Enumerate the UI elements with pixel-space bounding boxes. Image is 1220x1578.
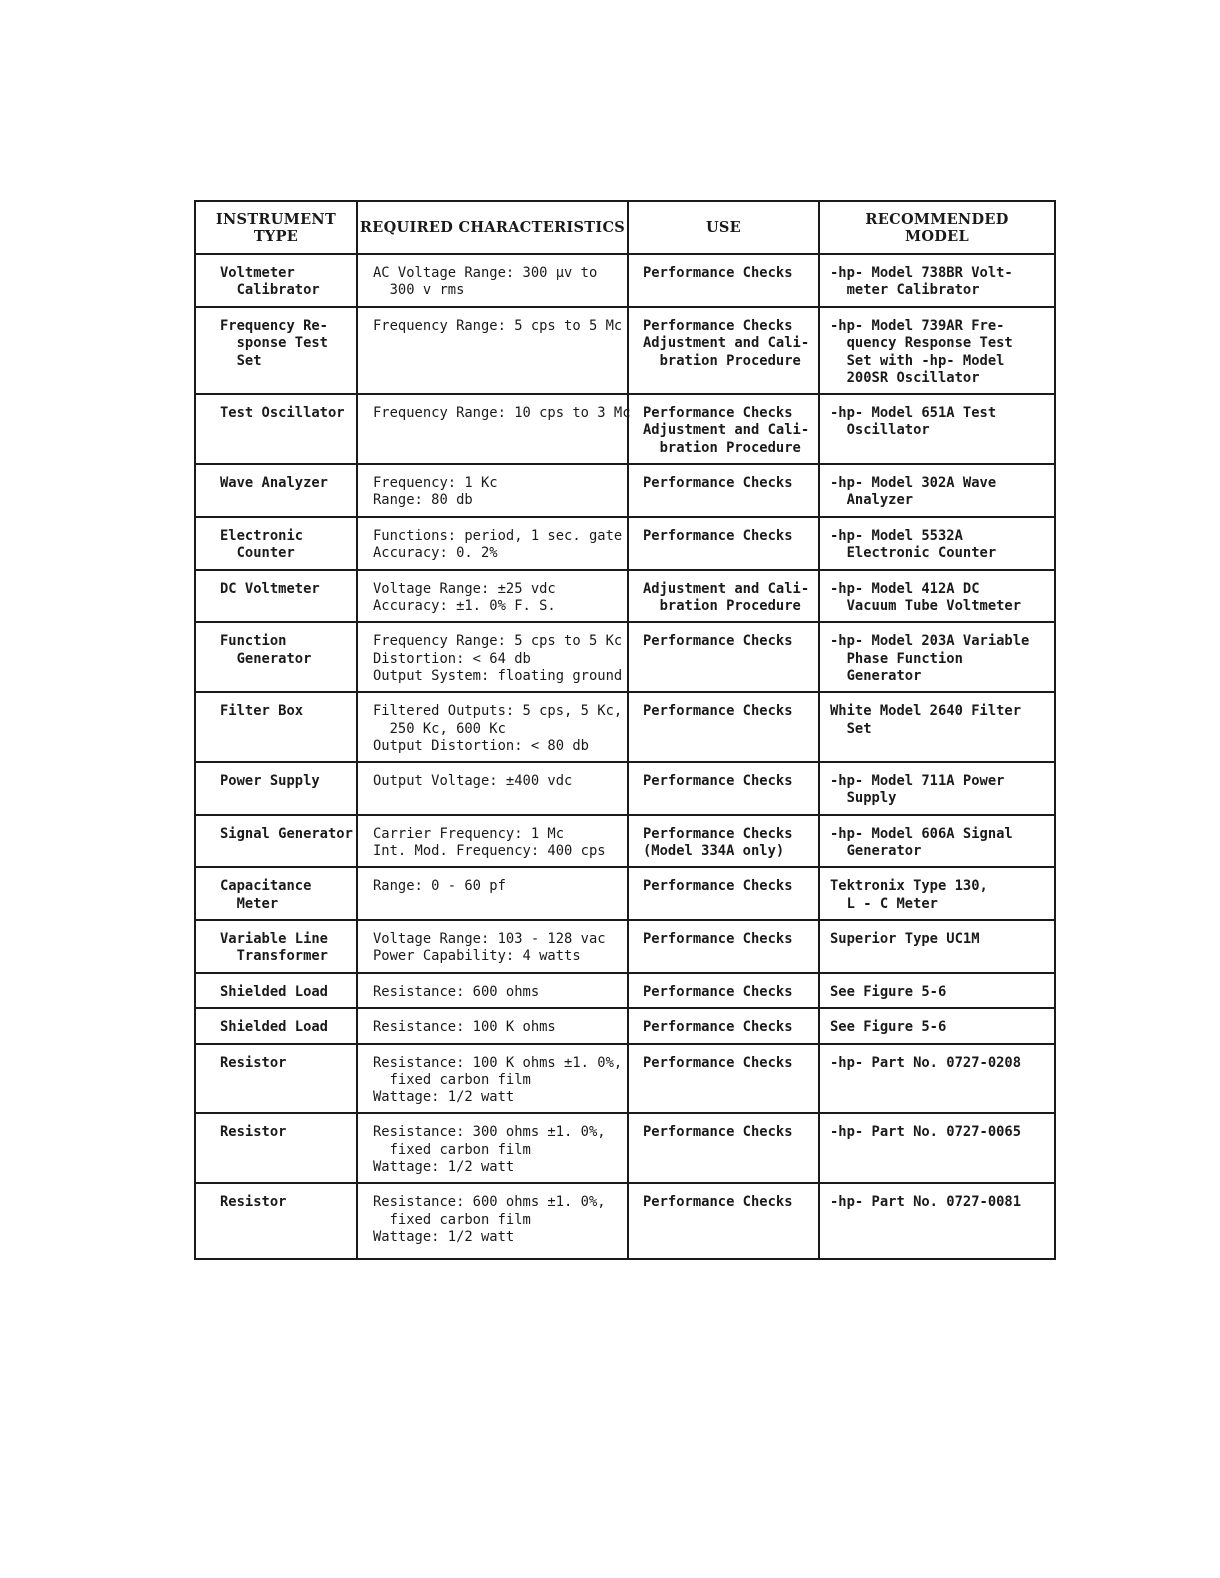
required-characteristics-cell-text: Filtered Outputs: 5 cps, 5 Kc, 250 Kc, 600 Kc Output Distortion: < 80 db (373, 703, 623, 754)
recommended-model-cell-text: -hp- Model 203A Variable Phase Function Generator (830, 633, 1030, 684)
use-cell (628, 307, 819, 394)
use-cell-text: Performance Checks (643, 265, 793, 281)
recommended-model-cell (819, 815, 1055, 868)
equipment-table (194, 200, 1056, 1260)
instrument-type-cell (195, 920, 357, 973)
instrument-type-cell-text: Voltmeter Calibrator (220, 265, 320, 299)
table-body (195, 254, 1055, 1259)
use-cell (628, 517, 819, 570)
recommended-model-cell (819, 867, 1055, 920)
required-characteristics-cell-text: Functions: period, 1 sec. gate Accuracy: 0. 2% (373, 527, 623, 562)
header-instrument-type: INSTRUMENT TYPE (195, 201, 357, 254)
use-cell (628, 920, 819, 973)
instrument-type-cell (195, 1008, 357, 1043)
use-cell-text: Performance Checks (643, 983, 793, 1000)
instrument-type-cell-text: Wave Analyzer (220, 475, 328, 492)
recommended-model-cell (819, 1044, 1055, 1114)
use-cell (628, 1008, 819, 1043)
use-cell (628, 622, 819, 692)
required-characteristics-cell (357, 307, 628, 394)
required-characteristics-cell (357, 622, 628, 692)
table-row (195, 692, 1055, 762)
instrument-type-cell (195, 464, 357, 517)
required-characteristics-cell (357, 1183, 628, 1259)
required-characteristics-cell-text: Resistance: 600 ohms ±1. 0%, fixed carbon film Wattage: 1/2 watt (373, 1194, 606, 1245)
required-characteristics-cell-text: Frequency: 1 Kc Range: 80 db (373, 475, 498, 509)
recommended-model-cell-text: -hp- Model 302A Wave Analyzer (830, 475, 997, 509)
recommended-model-cell (819, 464, 1055, 517)
recommended-model-cell-text: -hp- Model 5532A Electronic Counter (830, 527, 997, 562)
required-characteristics-cell-text: Carrier Frequency: 1 Mc Int. Mod. Frequency: 400 cps (373, 825, 606, 860)
required-characteristics-cell (357, 1113, 628, 1183)
required-characteristics-cell-text: Frequency Range: 5 cps to 5 Mc (373, 318, 623, 334)
instrument-type-cell-text: Resistor (220, 1194, 287, 1211)
use-cell-text: Performance Checks (643, 773, 793, 790)
instrument-type-cell (195, 1183, 357, 1259)
required-characteristics-cell (357, 1044, 628, 1114)
recommended-model-cell (819, 1183, 1055, 1259)
required-characteristics-cell (357, 920, 628, 973)
use-cell (628, 867, 819, 920)
recommended-model-cell-text: -hp- Model 738BR Volt- meter Calibrator (830, 265, 1013, 299)
table-row (195, 570, 1055, 623)
instrument-type-cell-text: Shielded Load (220, 1019, 328, 1036)
recommended-model-cell-text: -hp- Part No. 0727-0081 (830, 1194, 1022, 1211)
use-cell-text: Performance Checks Adjustment and Cali- bration Procedure (643, 405, 810, 456)
required-characteristics-cell-text: Output Voltage: ±400 vdc (373, 773, 573, 790)
use-cell-text: Performance Checks (643, 1124, 793, 1141)
instrument-type-cell-text: Test Oscillator (220, 405, 345, 422)
instrument-type-cell (195, 570, 357, 623)
instrument-type-cell-text: Power Supply (220, 773, 320, 790)
instrument-type-cell (195, 762, 357, 815)
recommended-model-cell-text: -hp- Model 711A Power Supply (830, 773, 1005, 807)
instrument-type-cell (195, 517, 357, 570)
table-row (195, 815, 1055, 868)
instrument-type-cell-text: Variable Line Transformer (220, 930, 328, 965)
recommended-model-cell (819, 254, 1055, 307)
required-characteristics-cell (357, 1008, 628, 1043)
recommended-model-cell-text: Tektronix Type 130, L - C Meter (830, 878, 988, 912)
recommended-model-cell-text: -hp- Model 651A Test Oscillator (830, 405, 997, 439)
table-row (195, 1183, 1055, 1259)
recommended-model-cell (819, 762, 1055, 815)
use-cell (628, 815, 819, 868)
instrument-type-cell-text: Capacitance Meter (220, 878, 312, 912)
instrument-type-cell (195, 622, 357, 692)
required-characteristics-cell-text: Resistance: 300 ohms ±1. 0%, fixed carbon film Wattage: 1/2 watt (373, 1124, 606, 1176)
instrument-type-cell (195, 815, 357, 868)
table-row (195, 622, 1055, 692)
instrument-type-cell (195, 307, 357, 394)
required-characteristics-cell-text: Resistance: 100 K ohms ±1. 0%, fixed carbon film Wattage: 1/2 watt (373, 1054, 623, 1106)
recommended-model-cell (819, 307, 1055, 394)
recommended-model-cell-text: -hp- Part No. 0727-0208 (830, 1054, 1022, 1071)
recommended-model-cell-text: See Figure 5-6 (830, 983, 947, 1000)
required-characteristics-cell (357, 692, 628, 762)
required-characteristics-cell-text: AC Voltage Range: 300 µv to 300 v rms (373, 265, 598, 299)
recommended-model-cell-text: Superior Type UC1M (830, 930, 980, 947)
table-row (195, 762, 1055, 815)
instrument-type-cell-text: Function Generator (220, 633, 312, 667)
table-row (195, 1008, 1055, 1043)
use-cell-text: Performance Checks (643, 633, 793, 650)
required-characteristics-cell (357, 254, 628, 307)
header-row (195, 201, 1055, 254)
recommended-model-cell (819, 1008, 1055, 1043)
header-required-characteristics: REQUIRED CHARACTERISTICS (357, 201, 628, 254)
use-cell (628, 570, 819, 623)
use-cell (628, 692, 819, 762)
instrument-type-cell (195, 1044, 357, 1114)
use-cell (628, 1183, 819, 1259)
table-row (195, 307, 1055, 394)
required-characteristics-cell-text: Resistance: 100 K ohms (373, 1019, 556, 1036)
instrument-type-cell (195, 867, 357, 920)
required-characteristics-cell (357, 464, 628, 517)
required-characteristics-cell-text: Resistance: 600 ohms (373, 983, 540, 1000)
use-cell (628, 254, 819, 307)
instrument-type-cell-text: Frequency Re- sponse Test Set (220, 318, 328, 369)
table-row (195, 464, 1055, 517)
use-cell (628, 762, 819, 815)
recommended-model-cell-text: -hp- Part No. 0727-0065 (830, 1124, 1022, 1141)
table-row (195, 973, 1055, 1008)
recommended-model-cell-text: White Model 2640 Filter Set (830, 703, 1022, 737)
required-characteristics-cell (357, 517, 628, 570)
required-characteristics-cell-text: Frequency Range: 10 cps to 3 Mc (373, 405, 631, 422)
use-cell-text: Adjustment and Cali- bration Procedure (643, 580, 810, 615)
recommended-model-cell (819, 394, 1055, 464)
table-row (195, 394, 1055, 464)
use-cell (628, 973, 819, 1008)
use-cell (628, 464, 819, 517)
use-cell-text: Performance Checks (643, 930, 793, 947)
instrument-type-cell (195, 692, 357, 762)
recommended-model-cell-text: See Figure 5-6 (830, 1019, 947, 1036)
use-cell-text: Performance Checks (Model 334A only) (643, 825, 793, 860)
recommended-model-cell (819, 517, 1055, 570)
header-use: USE (628, 201, 819, 254)
instrument-type-cell (195, 1113, 357, 1183)
required-characteristics-cell (357, 762, 628, 815)
use-cell-text: Performance Checks (643, 703, 793, 720)
required-characteristics-cell (357, 867, 628, 920)
use-cell (628, 1113, 819, 1183)
instrument-type-cell-text: Signal Generator (220, 825, 353, 842)
required-characteristics-cell-text: Voltage Range: 103 - 128 vac Power Capability: 4 watts (373, 930, 606, 965)
use-cell-text: Performance Checks (643, 878, 793, 895)
instrument-type-cell-text: Filter Box (220, 703, 304, 720)
table-row (195, 1044, 1055, 1114)
use-cell (628, 394, 819, 464)
required-characteristics-cell (357, 394, 631, 464)
header-recommended-model: RECOMMENDED MODEL (819, 201, 1055, 254)
required-characteristics-cell (357, 570, 628, 623)
instrument-type-cell (195, 973, 357, 1008)
use-cell-text: Performance Checks (643, 1054, 793, 1071)
recommended-model-cell (819, 1113, 1055, 1183)
instrument-type-cell-text: Electronic Counter (220, 527, 304, 562)
required-characteristics-cell-text: Frequency Range: 5 cps to 5 Kc Distortion: < 64 db Output System: floating ground (373, 633, 623, 684)
use-cell (628, 1044, 819, 1114)
recommended-model-cell-text: -hp- Model 412A DC Vacuum Tube Voltmeter (830, 580, 1022, 615)
recommended-model-cell (819, 920, 1055, 973)
required-characteristics-cell-text: Voltage Range: ±25 vdc Accuracy: ±1. 0% F. S. (373, 580, 556, 615)
table-row (195, 920, 1055, 973)
recommended-model-cell (819, 622, 1055, 692)
recommended-model-cell (819, 692, 1055, 762)
recommended-model-cell-text: -hp- Model 606A Signal Generator (830, 825, 1013, 860)
use-cell-text: Performance Checks Adjustment and Cali- bration Procedure (643, 318, 810, 369)
instrument-type-cell-text: Shielded Load (220, 983, 328, 1000)
use-cell-text: Performance Checks (643, 527, 793, 544)
recommended-model-cell-text: -hp- Model 739AR Fre- quency Response Test Set with -hp- Model 200SR Oscillator (830, 318, 1013, 386)
required-characteristics-cell (357, 815, 628, 868)
use-cell-text: Performance Checks (643, 475, 793, 492)
instrument-type-cell (195, 394, 357, 464)
recommended-model-cell (819, 973, 1055, 1008)
required-characteristics-cell (357, 973, 628, 1008)
use-cell-text: Performance Checks (643, 1019, 793, 1036)
use-cell-text: Performance Checks (643, 1194, 793, 1211)
recommended-model-cell (819, 570, 1055, 623)
table-row (195, 1113, 1055, 1183)
table-row (195, 517, 1055, 570)
instrument-type-cell-text: Resistor (220, 1124, 287, 1141)
table-row (195, 867, 1055, 920)
instrument-type-cell-text: Resistor (220, 1054, 287, 1071)
instrument-type-cell (195, 254, 357, 307)
required-characteristics-cell-text: Range: 0 - 60 pf (373, 878, 506, 895)
instrument-type-cell-text: DC Voltmeter (220, 580, 320, 597)
table-row (195, 254, 1055, 307)
